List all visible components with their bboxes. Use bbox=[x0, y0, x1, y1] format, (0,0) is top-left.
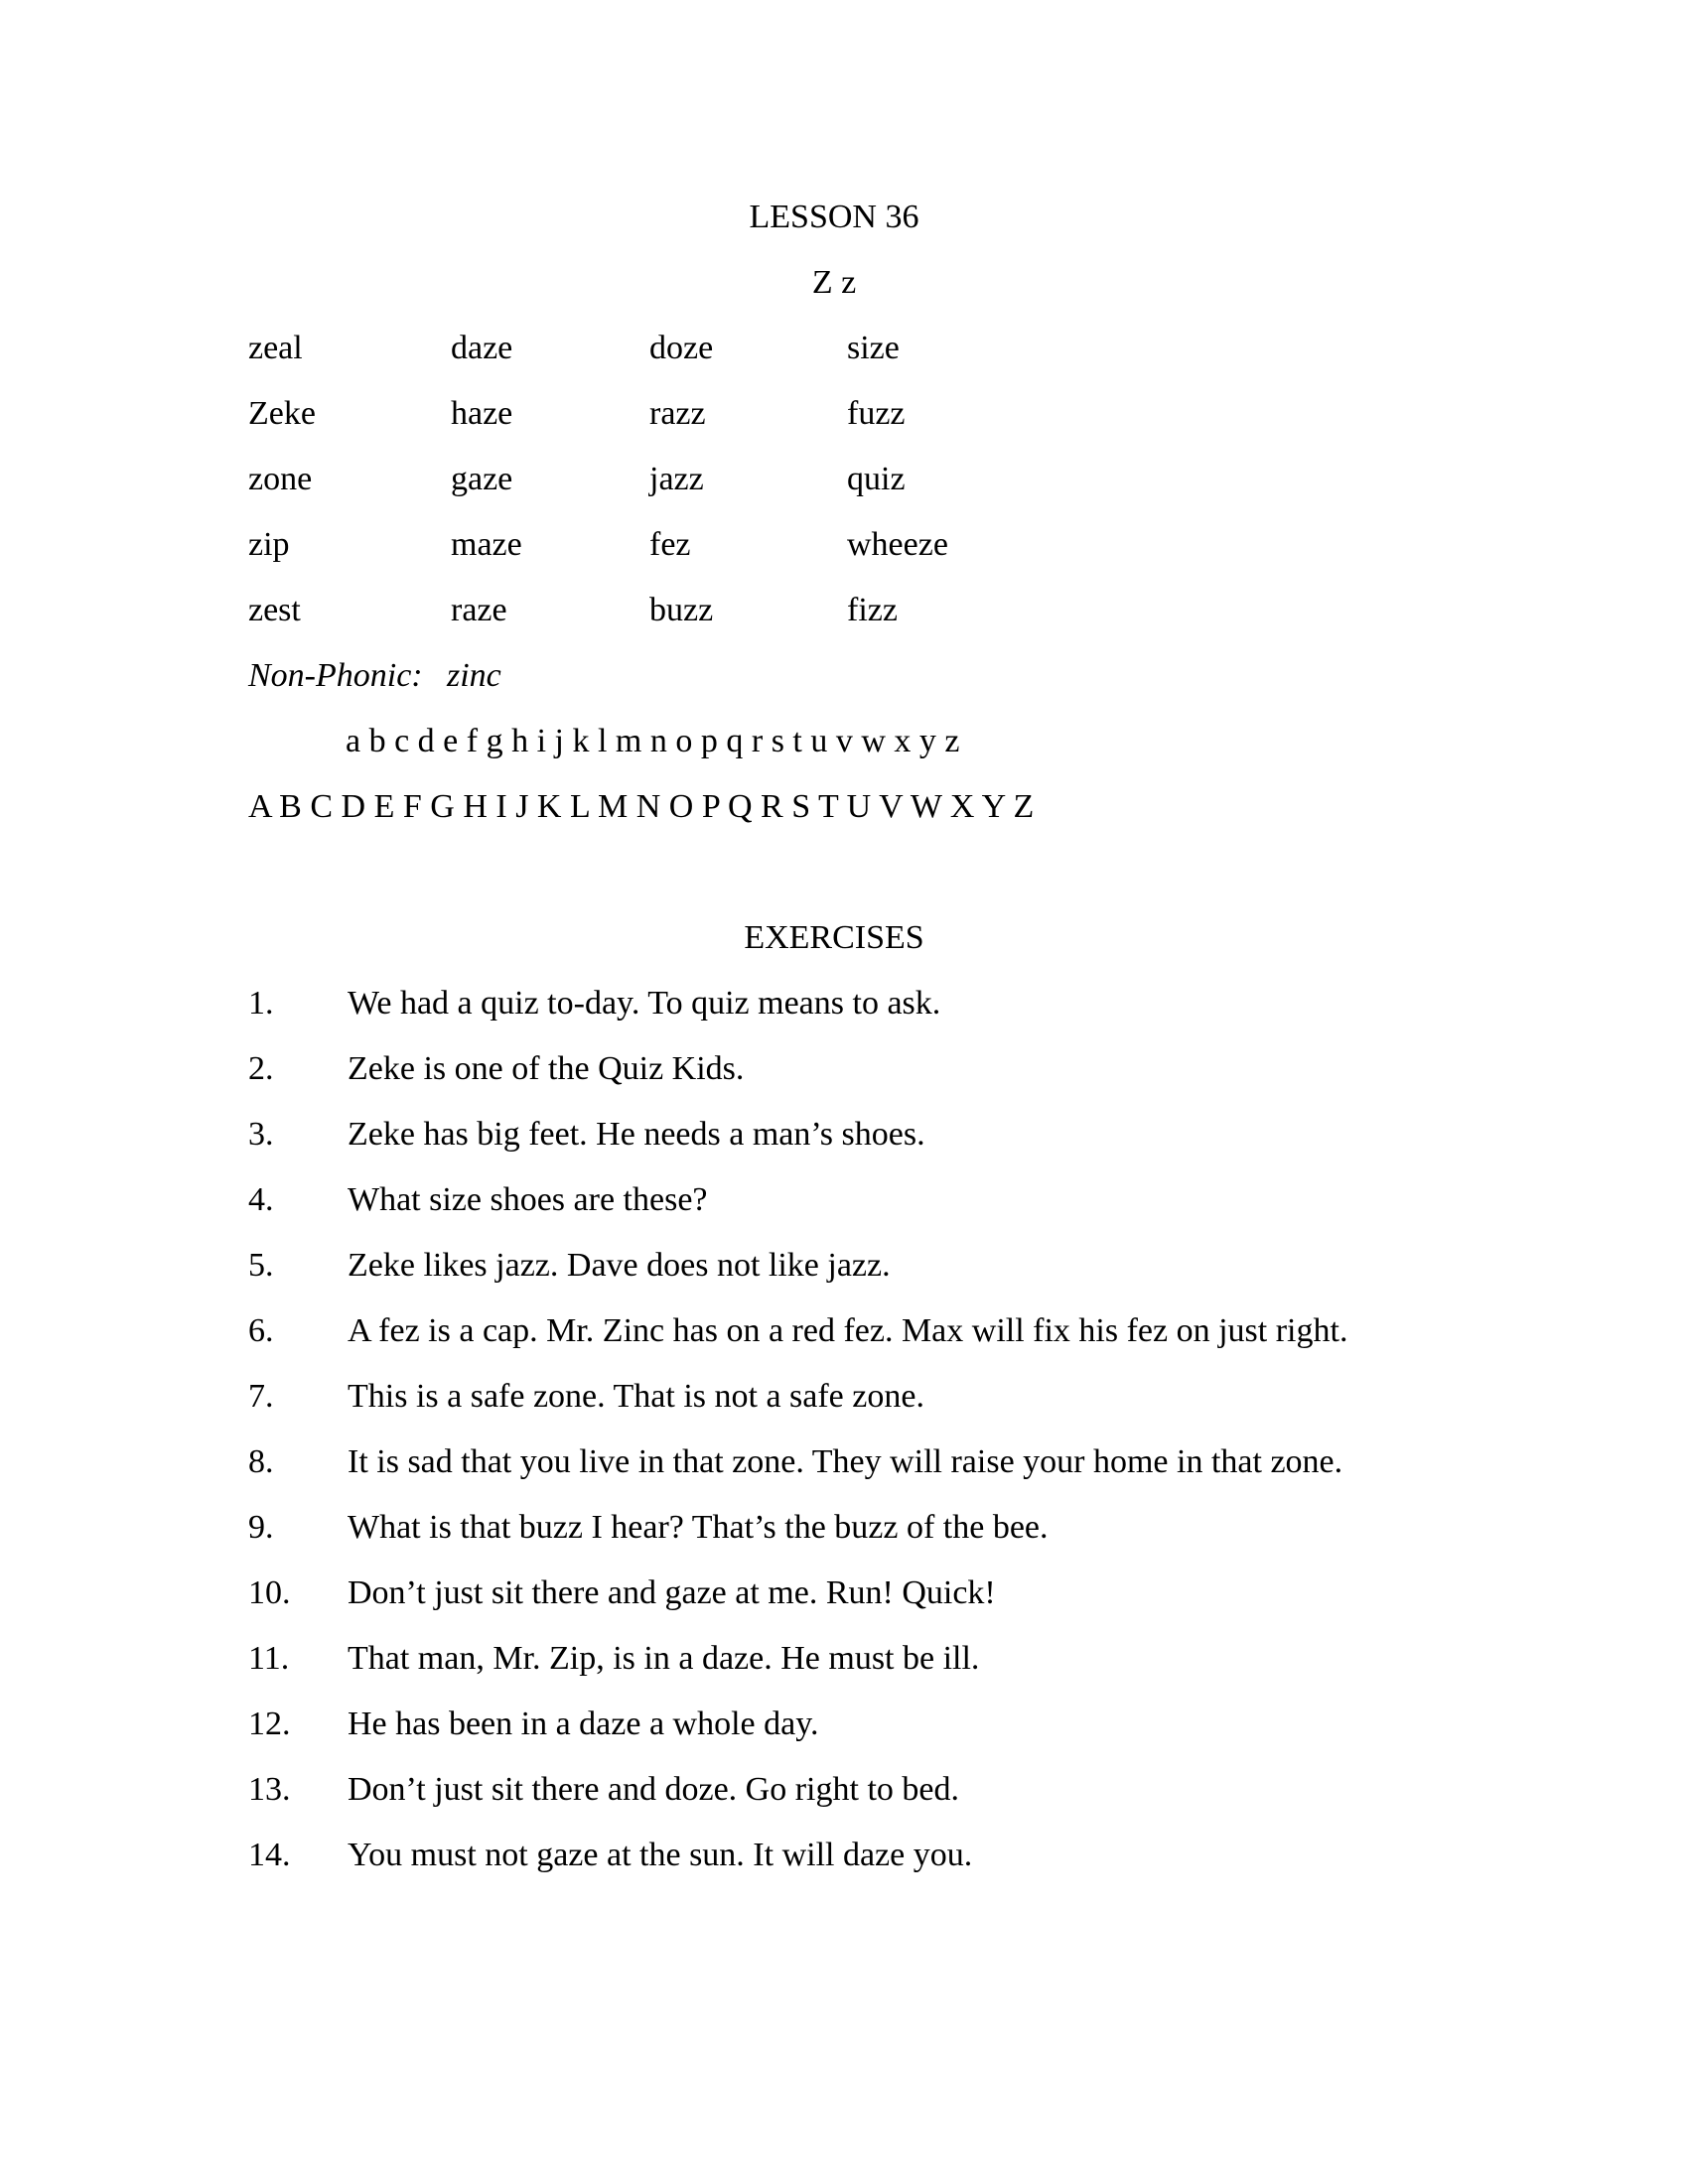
exercise-number: 1. bbox=[248, 985, 274, 1022]
exercise-number: 14. bbox=[248, 1837, 291, 1873]
exercise-number: 10. bbox=[248, 1574, 291, 1611]
exercise-number: 11. bbox=[248, 1640, 290, 1677]
exercises-heading: EXERCISES bbox=[744, 919, 924, 956]
exercise-text: Don’t just sit there and gaze at me. Run! Quick! bbox=[348, 1574, 996, 1611]
word: maze bbox=[451, 526, 522, 563]
exercise-number: 12. bbox=[248, 1706, 291, 1742]
word-row bbox=[248, 447, 1420, 512]
word: zone bbox=[248, 461, 313, 497]
alphabet-uppercase: A B C D E F G H I J K L M N O P Q R S T U V W X Y Z bbox=[248, 788, 1035, 825]
word: fez bbox=[649, 526, 691, 563]
word: zip bbox=[248, 526, 290, 563]
exercise-item bbox=[248, 1823, 1420, 1888]
exercise-item bbox=[248, 1561, 1420, 1626]
word: Zeke bbox=[248, 395, 316, 432]
non-phonic-word: zinc bbox=[447, 657, 501, 694]
word: doze bbox=[649, 330, 714, 366]
exercise-text: That man, Mr. Zip, is in a daze. He must be ill. bbox=[348, 1640, 980, 1677]
exercise-item bbox=[248, 1757, 1420, 1823]
exercise-list bbox=[248, 971, 1420, 1888]
word: zest bbox=[248, 592, 301, 628]
exercise-text: What is that buzz I hear? That’s the buzz of the bee. bbox=[348, 1509, 1049, 1546]
word: zeal bbox=[248, 330, 303, 366]
exercise-item bbox=[248, 1102, 1420, 1167]
word-row bbox=[248, 381, 1420, 447]
word: haze bbox=[451, 395, 513, 432]
exercise-text: This is a safe zone. That is not a safe zone. bbox=[348, 1378, 924, 1415]
alphabet-lowercase: a b c d e f g h i j k l m n o p q r s t u v w x y z bbox=[346, 723, 960, 759]
word: fizz bbox=[847, 592, 898, 628]
exercise-number: 5. bbox=[248, 1247, 274, 1284]
spacer bbox=[248, 840, 1420, 905]
word-row bbox=[248, 512, 1420, 578]
exercise-item bbox=[248, 1036, 1420, 1102]
exercise-text: He has been in a daze a whole day. bbox=[348, 1706, 819, 1742]
word: raze bbox=[451, 592, 507, 628]
lesson-title: LESSON 36 bbox=[749, 199, 919, 235]
exercise-text: We had a quiz to-day. To quiz means to ask. bbox=[348, 985, 941, 1022]
exercise-item bbox=[248, 1692, 1420, 1757]
exercise-text: Zeke likes jazz. Dave does not like jazz. bbox=[348, 1247, 891, 1284]
non-phonic-label: Non-Phonic: bbox=[248, 657, 423, 694]
exercise-item bbox=[248, 1626, 1420, 1692]
exercise-text: Zeke is one of the Quiz Kids. bbox=[348, 1050, 745, 1087]
exercise-number: 3. bbox=[248, 1116, 274, 1153]
exercise-text: What size shoes are these? bbox=[348, 1181, 708, 1218]
exercise-text: You must not gaze at the sun. It will daze you. bbox=[348, 1837, 973, 1873]
word: daze bbox=[451, 330, 513, 366]
exercise-number: 7. bbox=[248, 1378, 274, 1415]
exercise-text: Zeke has big feet. He needs a man’s shoes. bbox=[348, 1116, 925, 1153]
exercise-item bbox=[248, 1430, 1420, 1495]
exercise-number: 4. bbox=[248, 1181, 274, 1218]
word: size bbox=[847, 330, 900, 366]
exercise-text: It is sad that you live in that zone. They will raise your home in that zone. bbox=[348, 1443, 1343, 1480]
word-grid bbox=[248, 316, 1420, 643]
exercise-item bbox=[248, 1233, 1420, 1298]
exercise-item bbox=[248, 1495, 1420, 1561]
exercise-item bbox=[248, 1364, 1420, 1430]
word: gaze bbox=[451, 461, 513, 497]
word-row bbox=[248, 578, 1420, 643]
exercise-item bbox=[248, 1298, 1420, 1364]
word: quiz bbox=[847, 461, 906, 497]
exercise-item bbox=[248, 1167, 1420, 1233]
exercise-number: 8. bbox=[248, 1443, 274, 1480]
word: jazz bbox=[649, 461, 704, 497]
exercise-number: 6. bbox=[248, 1312, 274, 1349]
exercise-number: 2. bbox=[248, 1050, 274, 1087]
word: buzz bbox=[649, 592, 714, 628]
exercise-number: 13. bbox=[248, 1771, 291, 1808]
exercise-item bbox=[248, 971, 1420, 1036]
exercise-text: A fez is a cap. Mr. Zinc has on a red fez. Max will fix his fez on just right. bbox=[348, 1312, 1348, 1349]
non-phonic-line bbox=[248, 643, 1420, 709]
letter-heading: Z z bbox=[811, 264, 857, 301]
word: fuzz bbox=[847, 395, 906, 432]
exercise-text: Don’t just sit there and doze. Go right to bed. bbox=[348, 1771, 959, 1808]
word: razz bbox=[649, 395, 706, 432]
word: wheeze bbox=[847, 526, 948, 563]
exercise-number: 9. bbox=[248, 1509, 274, 1546]
word-row bbox=[248, 316, 1420, 381]
